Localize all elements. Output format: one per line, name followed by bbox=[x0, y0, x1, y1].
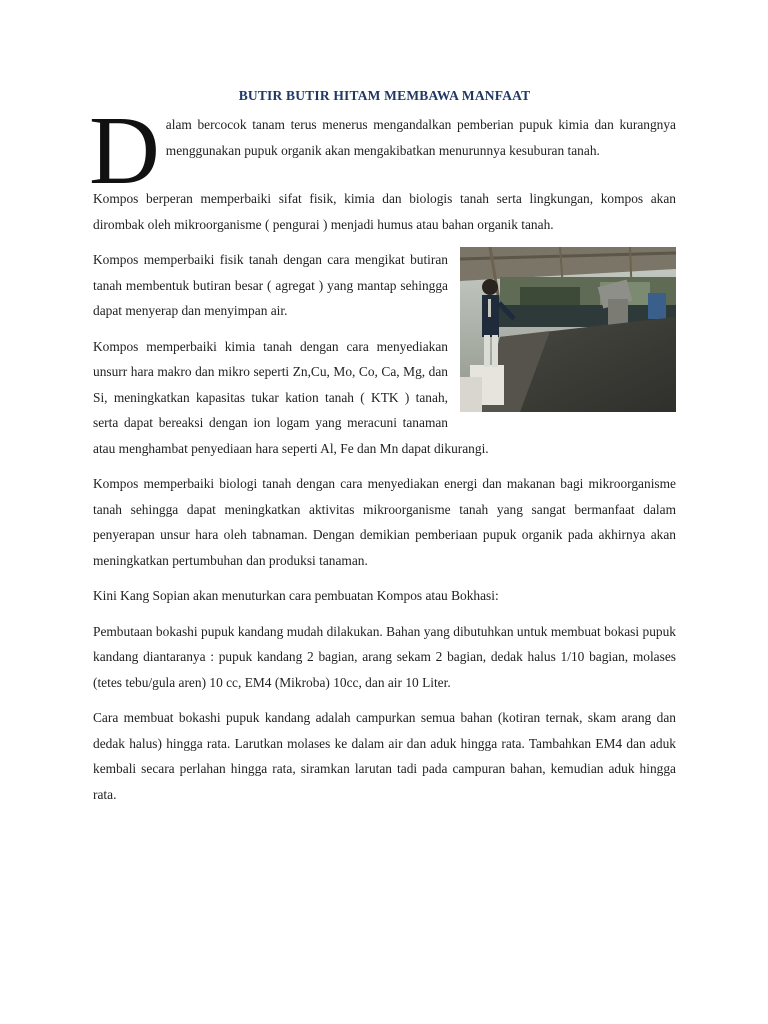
paragraph-2: Kompos memperbaiki fisik tanah dengan cara mengikat butiran tanah membentuk butiran besar ( agregat ) yang mantap sehingga dapat menyerap dan menyimpan air. bbox=[93, 252, 448, 318]
document-page bbox=[89, 86, 676, 817]
paragraph-3: Kompos memperbaiki kimia tanah dengan cara menyediakan unsurr hara makro dan mikro seperti Zn,Cu, Mo, Co, Ca, Mg, dan Si, meningkatkan kapasitas tukar kation tanah ( KTK ) tanah, serta dapat bereaksi dengan ion logam yang meracuni tanaman atau menghambat penyediaan hara seperti Al, Fe dan Mn dapat dikurangi. bbox=[93, 338, 489, 456]
paragraph-4: Kompos memperbaiki biologi tanah dengan cara menyediakan energi dan makanan bagi mikroorganisme tanah sehingga dapat meningkatkan aktivitas mikroorganisme tanah yang sangat bermanfaat dalam penyerapan unsur hara oleh tabnaman. Dengan demikian pemberiaan pupuk organik pada akhirnya akan meningkatkan pertumbuhan dan produksi tanaman. bbox=[93, 476, 676, 568]
intro-text: alam bercocok tanam terus menerus mengandalkan pemberian pupuk kimia dan kurangnya menggunakan pupuk organik akan mengakibatkan menurunnya kesuburan tanah. bbox=[165, 117, 676, 158]
paragraph-7: Cara membuat bokashi pupuk kandang adalah campurkan semua bahan (kotiran ternak, skam arang dan dedak halus) hingga rata. Larutkan molases ke dalam air dan aduk hingga rata. Tambahkan EM4 dan aduk kembali secara perlahan hingga rata, siramkan larutan tadi pada campuran bahan, kemudian aduk hingga rata. bbox=[93, 710, 676, 802]
drop-cap: D bbox=[89, 97, 160, 205]
compost-shed-illustration bbox=[460, 247, 676, 412]
compost-photo bbox=[460, 247, 676, 412]
document-title: BUTIR BUTIR HITAM MEMBAWA MANFAAT bbox=[238, 88, 531, 103]
paragraph-5: Kini Kang Sopian akan menuturkan cara pembuatan Kompos atau Bokhasi: bbox=[93, 588, 499, 603]
paragraph-1: Kompos berperan memperbaiki sifat fisik, kimia dan biologis tanah serta lingkungan, kompos akan dirombak oleh mikroorganisme ( pengurai ) menjadi humus atau bahan organik tanah. bbox=[93, 191, 676, 232]
intro-paragraph bbox=[89, 97, 676, 205]
paragraph-6: Pembutaan bokashi pupuk kandang mudah dilakukan. Bahan yang dibutuhkan untuk membuat bokasi pupuk kandang diantaranya : pupuk kandang 2 bagian, arang sekam 2 bagian, dedak halus 1/10 bagian, molases (tetes tebu/gula aren) 10 cc, EM4 (Mikroba) 10cc, dan air 10 Liter. bbox=[93, 623, 676, 690]
